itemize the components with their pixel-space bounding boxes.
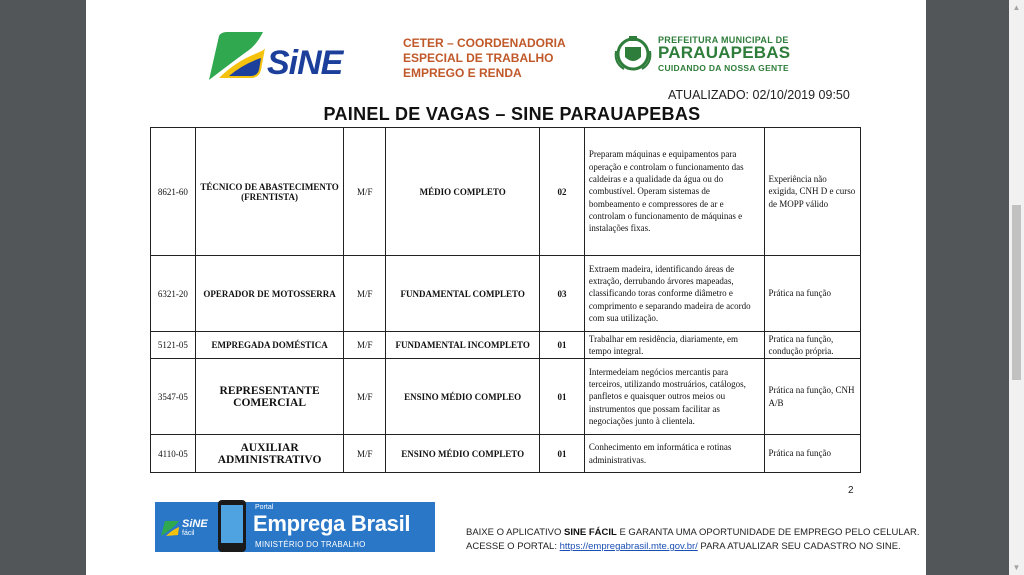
ministry-label: MINISTÉRIO DO TRABALHO (255, 540, 366, 549)
job-education: FUNDAMENTAL COMPLETO (386, 256, 540, 332)
sine-logo-text: SiNE (267, 44, 343, 82)
footer-text (466, 526, 919, 554)
footer-text-segment: BAIXE O APLICATIVO (466, 527, 565, 538)
job-education: MÉDIO COMPLETO (386, 128, 540, 256)
job-description: Extraem madeira, identificando áreas de extração, derrubando árvores mapeadas, classificando toras conforme diâmetro e comprimento e separando madeira de acordo com sua utilização. (584, 256, 764, 332)
emprega-brasil-banner (155, 502, 435, 552)
scroll-down-icon[interactable]: ▼ (1012, 563, 1021, 572)
job-title: AUXILIAR ADMINISTRATIVO (195, 435, 344, 473)
job-education: FUNDAMENTAL INCOMPLETO (386, 332, 540, 359)
prefeitura-name: PARAUAPEBAS (658, 43, 791, 62)
job-requirements: Prática na função, CNH A/B (764, 359, 861, 435)
footer-text-segment: PARA ATUALIZAR SEU CADASTRO NO SINE. (697, 541, 901, 552)
job-title: TÉCNICO DE ABASTECIMENTO (FRENTISTA) (195, 128, 344, 256)
sine-facil-text: SiNE (182, 518, 208, 530)
job-code: 8621-60 (151, 128, 196, 256)
prefeitura-logo (612, 33, 792, 78)
prefeitura-slogan: CUIDANDO DA NOSSA GENTE (658, 63, 789, 73)
job-code: 4110-05 (151, 435, 196, 473)
job-requirements: Prática na função (764, 435, 861, 473)
organization-line: ESPECIAL DE TRABALHO (403, 51, 554, 65)
job-quantity: 01 (540, 435, 585, 473)
footer-line-2 (466, 540, 919, 554)
phone-icon (218, 500, 246, 552)
sine-logo (205, 30, 345, 82)
sine-logo-mark-icon (205, 30, 267, 82)
job-sex: M/F (344, 128, 386, 256)
portal-link[interactable]: https://empregabrasil.mte.gov.br/ (559, 541, 698, 552)
jobs-table (150, 127, 861, 473)
footer-text-segment: ACESSE O PORTAL: (466, 541, 560, 552)
organization-line: EMPREGO E RENDA (403, 66, 522, 80)
job-description: Preparam máquinas e equipamentos para operação e controlam o funcionamento das caldeiras e a qualidade da água ou do combustível. Operam sistemas de bombeamento e compressores de ar e controlam o funcionamento de máquinas e instalações fixas. (584, 128, 764, 256)
table-row (151, 256, 861, 332)
updated-timestamp: ATUALIZADO: 02/10/2019 09:50 (668, 88, 850, 102)
table-row (151, 332, 861, 359)
job-description: Conhecimento em informática e rotinas administrativas. (584, 435, 764, 473)
sine-facil-mark-icon (160, 518, 180, 538)
page-number: 2 (848, 485, 854, 496)
job-sex: M/F (344, 256, 386, 332)
organization-name (403, 36, 566, 81)
scroll-up-icon[interactable]: ▲ (1012, 3, 1021, 12)
job-sex: M/F (344, 435, 386, 473)
sine-facil-logo (160, 516, 215, 540)
job-requirements: Prática na função (764, 256, 861, 332)
coat-of-arms-icon (612, 33, 654, 75)
organization-line: CETER – COORDENADORIA (403, 36, 566, 50)
portal-label: Portal (255, 504, 274, 511)
job-education: ENSINO MÉDIO COMPLETO (386, 435, 540, 473)
footer-line-1 (466, 526, 919, 540)
page-title: PAINEL DE VAGAS – SINE PARAUAPEBAS (323, 104, 701, 124)
job-requirements: Pratica na função, condução própria. (764, 332, 861, 359)
footer-text-segment: E GARANTA UMA OPORTUNIDADE DE EMPREGO PELO CELULAR. (616, 527, 920, 538)
job-title: EMPREGADA DOMÉSTICA (195, 332, 344, 359)
emprega-brasil-brand: Emprega Brasil (253, 511, 411, 536)
job-code: 6321-20 (151, 256, 196, 332)
job-code: 3547-05 (151, 359, 196, 435)
job-title: REPRESENTANTE COMERCIAL (195, 359, 344, 435)
job-description: Intermedeiam negócios mercantis para terceiros, utilizando mostruários, catálogos, panfletos e quaisquer outros meios ou instrumentos que possam facilitar as negociações junto à clientela. (584, 359, 764, 435)
prefeitura-line1: PREFEITURA MUNICIPAL DE (658, 35, 789, 45)
table-row (151, 128, 861, 256)
job-quantity: 01 (540, 332, 585, 359)
scrollbar-thumb[interactable] (1012, 205, 1021, 380)
vertical-scrollbar[interactable] (1009, 0, 1024, 575)
table-row (151, 435, 861, 473)
job-title: OPERADOR DE MOTOSSERRA (195, 256, 344, 332)
job-description: Trabalhar em residência, diariamente, em tempo integral. (584, 332, 764, 359)
job-quantity: 01 (540, 359, 585, 435)
facil-text: fácil (182, 530, 195, 537)
job-sex: M/F (344, 359, 386, 435)
job-requirements: Experiência não exigida, CNH D e curso de MOPP válido (764, 128, 861, 256)
app-name: SINE FÁCIL (564, 527, 617, 538)
job-sex: M/F (344, 332, 386, 359)
table-row (151, 359, 861, 435)
job-education: ENSINO MÉDIO COMPLEO (386, 359, 540, 435)
job-quantity: 02 (540, 128, 585, 256)
job-code: 5121-05 (151, 332, 196, 359)
job-quantity: 03 (540, 256, 585, 332)
